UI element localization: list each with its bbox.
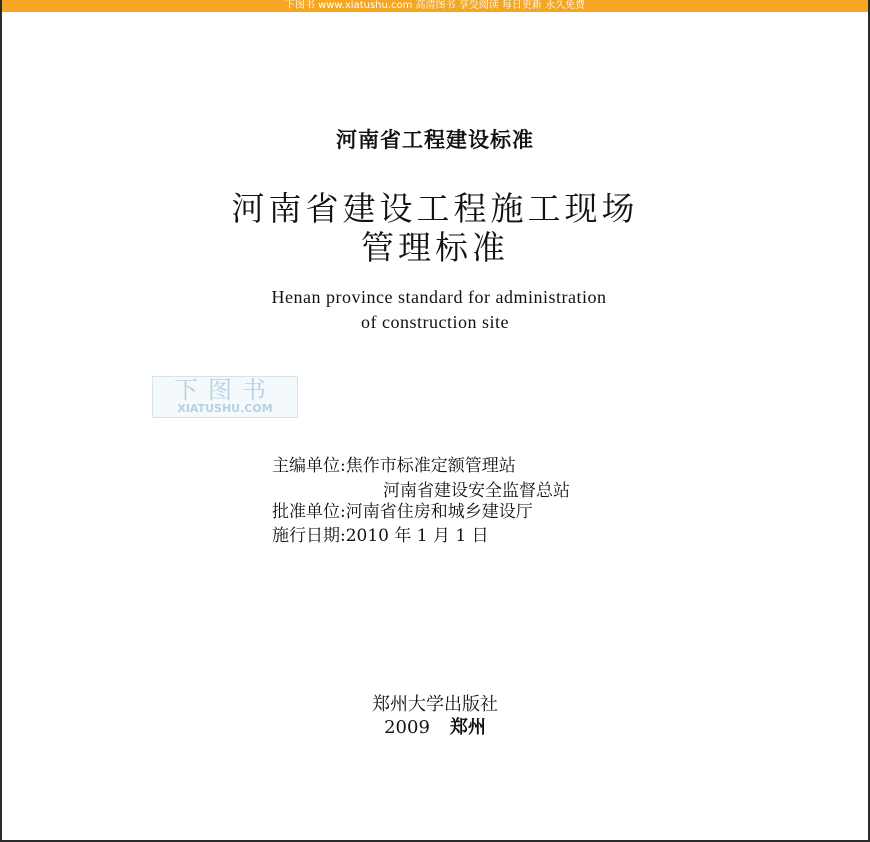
editor-row-2 bbox=[383, 481, 570, 501]
approver-label: 批准单位: bbox=[272, 502, 346, 522]
publication-year: 2009 bbox=[384, 717, 430, 738]
effective-label: 施行日期: bbox=[272, 526, 346, 546]
editor-row bbox=[272, 456, 516, 476]
english-title-line-2: of construction site bbox=[361, 312, 509, 332]
watermark-cn: 下图书 bbox=[174, 376, 276, 404]
publisher-name: 郑州大学出版社 bbox=[372, 694, 498, 715]
publication-line bbox=[2, 713, 868, 739]
site-banner[interactable]: 下图书 www.xiatushu.com 高清图书 享受阅读 每日更新 永久免费 bbox=[2, 0, 868, 12]
watermark-logo bbox=[152, 376, 298, 418]
main-title-line-2: 管理标准 bbox=[361, 228, 509, 267]
series-title: 河南省工程建设标准 bbox=[336, 128, 534, 152]
publication-city: 郑州 bbox=[449, 717, 486, 738]
effective-date: 2010 年 1 月 1 日 bbox=[345, 526, 489, 546]
approver-unit: 河南省住房和城乡建设厅 bbox=[345, 502, 533, 522]
effective-date-row bbox=[272, 526, 489, 546]
english-title-line-1: Henan province standard for administration bbox=[271, 287, 607, 307]
editor-unit-1: 焦作市标准定额管理站 bbox=[345, 456, 516, 476]
editor-label: 主编单位: bbox=[272, 456, 346, 476]
approver-row bbox=[272, 502, 533, 522]
editor-unit-2: 河南省建设安全监督总站 bbox=[383, 481, 570, 501]
main-title-line-1: 河南省建设工程施工现场 bbox=[231, 189, 639, 228]
watermark-en: XIATUSHU.COM bbox=[177, 402, 273, 415]
